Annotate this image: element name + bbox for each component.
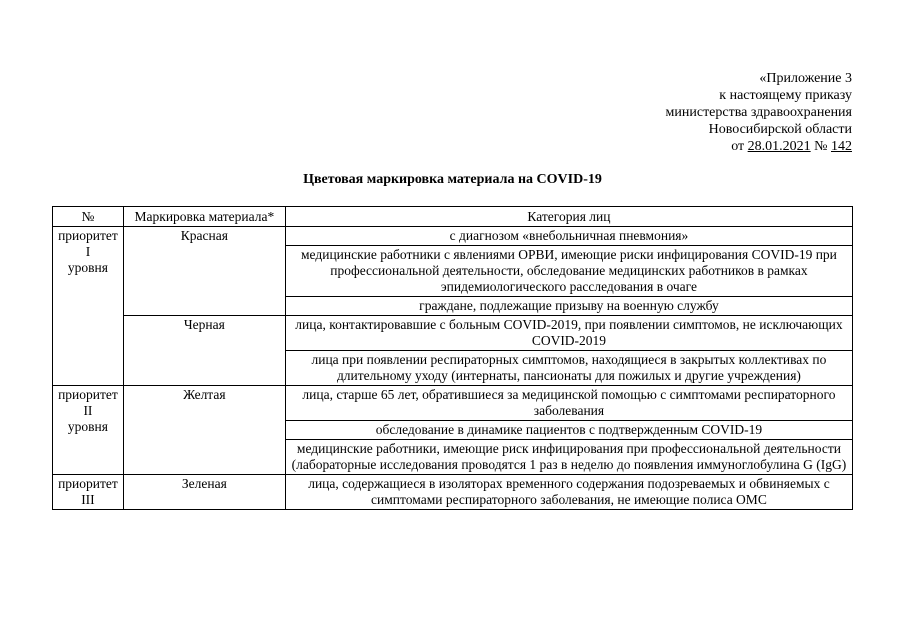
priority-cell bbox=[53, 227, 124, 386]
marking-color-cell: Черная bbox=[123, 316, 285, 386]
appendix-header bbox=[666, 70, 852, 155]
category-cell: граждане, подлежащие призыву на военную службу bbox=[285, 297, 852, 316]
date-prefix: от bbox=[731, 139, 748, 154]
marking-color-cell: Желтая bbox=[123, 386, 285, 475]
column-header-marking: Маркировка материала* bbox=[123, 207, 285, 227]
table-row bbox=[53, 475, 853, 510]
table-row bbox=[53, 227, 853, 246]
priority-text: приоритет bbox=[58, 387, 118, 402]
category-cell: медицинские работники с явлениями ОРВИ, имеющие риски инфицирования COVID-19 при профессиональной деятельности, обследование медицинских работников в рамках эпидемиологического расследования в очаге bbox=[285, 246, 852, 297]
table-row bbox=[53, 316, 853, 351]
column-header-number: № bbox=[53, 207, 124, 227]
category-cell: медицинские работники, имеющие риск инфицирования при профессиональной деятельности (лабораторные исследования проводятся 1 раз в неделю до появления иммуноглобулина G (IgG) bbox=[285, 440, 852, 475]
column-header-category: Категория лиц bbox=[285, 207, 852, 227]
order-date-line bbox=[666, 138, 852, 155]
category-cell: с диагнозом «внебольничная пневмония» bbox=[285, 227, 852, 246]
marking-table bbox=[52, 206, 853, 510]
category-cell: лица при появлении респираторных симптомов, находящиеся в закрытых коллективах по длительному уходу (интернаты, пансионаты для пожилых и другие учреждения) bbox=[285, 351, 852, 386]
category-cell: лица, контактировавшие с больным COVID-2019, при появлении симптомов, не исключающих COVID-2019 bbox=[285, 316, 852, 351]
category-cell: лица, содержащиеся в изоляторах временного содержания подозреваемых и обвиняемых с симптомами респираторного заболевания, не имеющие полиса ОМС bbox=[285, 475, 852, 510]
priority-text: I bbox=[85, 244, 91, 259]
order-number: 142 bbox=[831, 139, 852, 154]
marking-color-cell: Зеленая bbox=[123, 475, 285, 510]
category-cell: обследование в динамике пациентов с подтвержденным COVID-19 bbox=[285, 421, 852, 440]
number-prefix: № bbox=[810, 139, 831, 154]
appendix-line-1: «Приложение 3 bbox=[759, 71, 852, 86]
priority-text: уровня bbox=[67, 419, 108, 434]
priority-text: III bbox=[81, 492, 95, 507]
table-row bbox=[53, 386, 853, 421]
priority-text: приоритет bbox=[58, 228, 118, 243]
appendix-line-3: министерства здравоохранения bbox=[665, 105, 852, 120]
marking-color-cell: Красная bbox=[123, 227, 285, 316]
priority-text: уровня bbox=[67, 260, 108, 275]
priority-text: II bbox=[83, 403, 93, 418]
appendix-line-2: к настоящему приказу bbox=[719, 88, 852, 103]
priority-text: приоритет bbox=[58, 476, 118, 491]
order-date: 28.01.2021 bbox=[747, 139, 811, 154]
table-body bbox=[53, 227, 853, 510]
priority-cell bbox=[53, 475, 124, 510]
appendix-line-4: Новосибирской области bbox=[708, 122, 852, 137]
table-header-row bbox=[53, 207, 853, 227]
document-title: Цветовая маркировка материала на COVID-19 bbox=[303, 172, 602, 187]
priority-cell bbox=[53, 386, 124, 475]
category-cell: лица, старше 65 лет, обратившиеся за медицинской помощью с симптомами респираторного заболевания bbox=[285, 386, 852, 421]
